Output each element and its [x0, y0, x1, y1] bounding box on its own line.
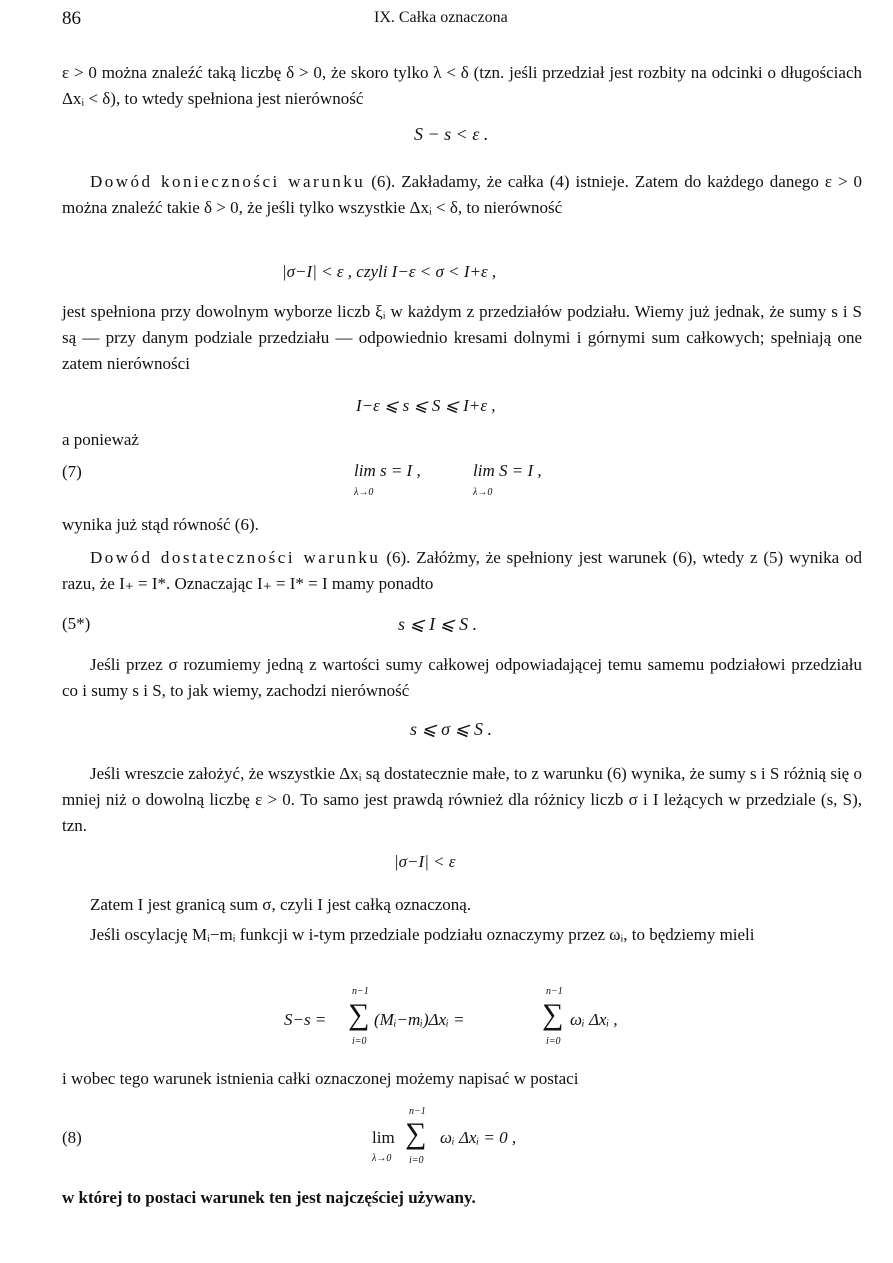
sum8-upper-limit: n−1	[409, 1106, 426, 1117]
paragraph-10: Jeśli oscylację Mᵢ−mᵢ funkcji w i-tym przedziale podziału oznaczymy przez ωᵢ, to będziemy mieli	[90, 925, 755, 944]
paragraph-9: Zatem I jest granicą sum σ, czyli I jest całką oznaczoną.	[90, 895, 472, 914]
sum-term-2: ωᵢ Δxᵢ ,	[570, 1010, 618, 1029]
paragraph-2-text: (6). Zakładamy, że całka (4) istnieje. Zatem do każdego danego ε > 0 można znaleźć takie δ > 0, że jeśli tylko wszystkie Δxᵢ < δ, to nierówność	[62, 172, 862, 217]
limit-S: lim S = I ,	[473, 461, 542, 480]
sum8-term: ωᵢ Δxᵢ = 0 ,	[440, 1128, 517, 1147]
paragraph-6	[62, 545, 862, 597]
sum2-upper-limit: n−1	[546, 986, 563, 997]
formula-sigma-minus-I: |σ−I| < ε	[394, 852, 456, 871]
formula-limit-S	[473, 461, 542, 481]
paragraph-5: wynika już stąd równość (6).	[62, 515, 259, 534]
limit-subscript: λ→0	[372, 1153, 392, 1164]
running-title: IX. Całka oznaczona	[374, 9, 508, 26]
formula-sigma-bounds: |σ−I| < ε , czyli I−ε < σ < I+ε ,	[282, 262, 497, 281]
formula-limit-s	[354, 461, 421, 481]
sigma-symbol-1: ∑	[348, 998, 370, 1031]
paragraph-2	[62, 169, 862, 221]
proof-sufficiency-heading: Dowód dostateczności warunku	[90, 548, 381, 567]
limit-operator: lim	[372, 1128, 395, 1147]
sum8-lower-limit: i=0	[409, 1155, 424, 1166]
page-header	[62, 8, 862, 32]
paragraph-3: jest spełniona przy dowolnym wyborze liczb ξᵢ w każdym z przedziałów podziału. Wiemy już jednak, że sumy s i S są — przy danym podziale przedziału — odpowiednio kresami dolnymi i górnymi sum całkowych; spełniają one zatem nierówności	[62, 302, 862, 373]
paragraph-8: Jeśli wreszcie założyć, że wszystkie Δxᵢ są dostatecznie małe, to z warunku (6) wynika, że sumy s i S różnią się o mniej niż o dowolną liczbę ε > 0. To samo jest prawdą również dla różnicy liczb σ i I leżących w przedziale (s, S), tzn.	[62, 764, 862, 835]
paragraph-4: a ponieważ	[62, 430, 139, 449]
sum-lhs: S−s =	[284, 1010, 327, 1029]
paragraph-1: ε > 0 można znaleźć taką liczbę δ > 0, że skoro tylko λ < δ (tzn. jeśli przedział jest rozbity na odcinki o długościach Δxᵢ < δ), to wtedy spełniona jest nierówność	[62, 63, 862, 108]
page-number: 86	[62, 8, 81, 29]
equation-label-7: (7)	[62, 462, 82, 481]
formula-s-I-S: s ⩽ I ⩽ S .	[398, 614, 478, 634]
paragraph-11: i wobec tego warunek istnienia całki oznaczonej możemy napisać w postaci	[62, 1069, 579, 1088]
limit-S-subscript: λ→0	[473, 487, 493, 498]
equation-label-8: (8)	[62, 1128, 82, 1147]
limit-s-subscript: λ→0	[354, 487, 374, 498]
paragraph-6-text: (6). Załóżmy, że spełniony jest warunek (6), wtedy z (5) wynika od razu, że I₊ = I*. Oznaczając I₊ = I* = I mamy ponadto	[62, 548, 862, 593]
proof-necessity-heading: Dowód konieczności warunku	[90, 172, 366, 191]
formula-s-sigma-S: s ⩽ σ ⩽ S .	[410, 719, 493, 739]
sum-term-1: (Mᵢ−mᵢ)Δxᵢ =	[374, 1010, 465, 1029]
formula-inequalities: I−ε ⩽ s ⩽ S ⩽ I+ε ,	[356, 396, 496, 415]
sigma-symbol-2: ∑	[542, 998, 564, 1031]
paragraph-12: w której to postaci warunek ten jest najczęściej używany.	[62, 1188, 476, 1207]
sum2-lower-limit: i=0	[546, 1036, 561, 1047]
paragraph-7: Jeśli przez σ rozumiemy jedną z wartości sumy całkowej odpowiadającej temu samemu podziałowi przedziału co i sumy s i S, to jak wiemy, zachodzi nierówność	[62, 655, 862, 700]
sigma-symbol-8: ∑	[405, 1117, 427, 1150]
equation-label-5-star: (5*)	[62, 614, 91, 633]
limit-s: lim s = I ,	[354, 461, 421, 480]
sum1-lower-limit: i=0	[352, 1036, 367, 1047]
formula-S-minus-s: S − s < ε .	[414, 124, 489, 144]
sum1-upper-limit: n−1	[352, 986, 369, 997]
